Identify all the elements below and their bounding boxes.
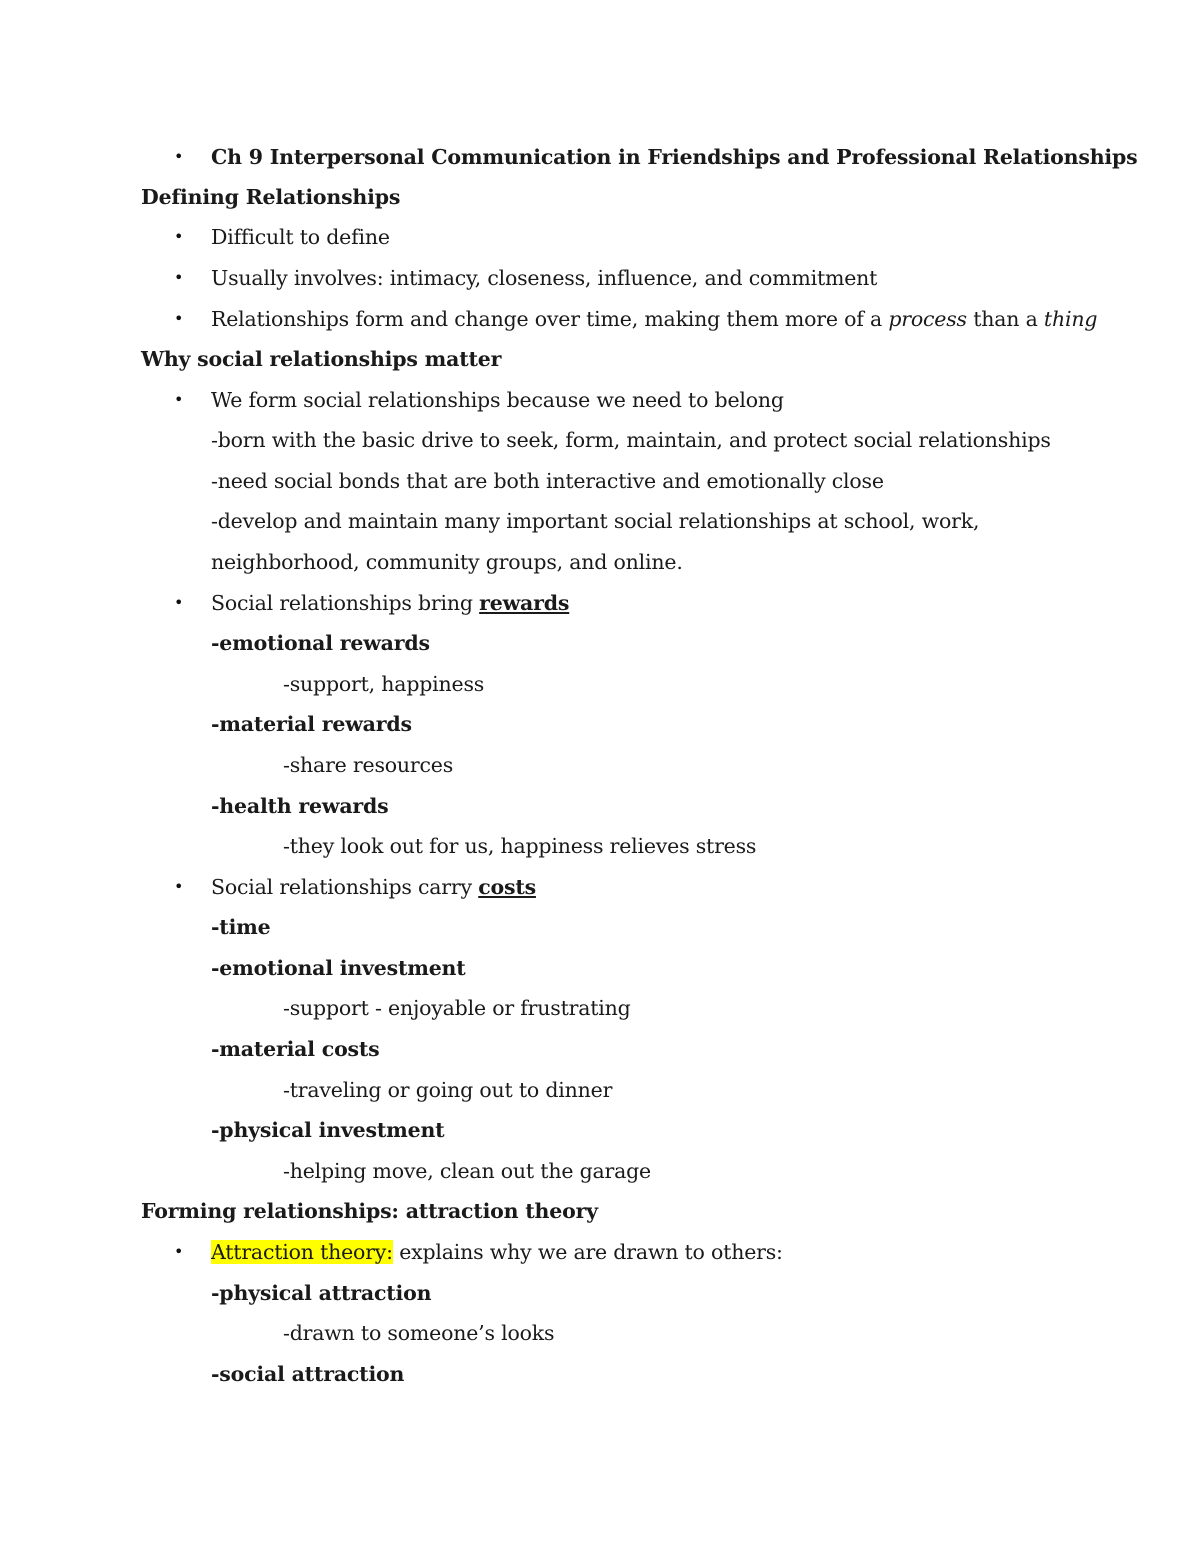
rewards-keyword: rewards (479, 591, 570, 615)
reward-label: -material rewards (211, 712, 412, 736)
cost-detail: -helping move, clean out the garage (283, 1159, 651, 1183)
reward-detail: -they look out for us, happiness relieves stress (283, 834, 757, 858)
belong-detail: -develop and maintain many important social relationships at school, work, (211, 509, 980, 533)
list-item-belong: We form social relationships because we need to belong (211, 388, 784, 412)
bullet-marker: • (174, 309, 184, 328)
costs-keyword: costs (478, 875, 536, 899)
bullet-marker: • (174, 1242, 184, 1261)
list-item-process (211, 299, 1097, 339)
reward-detail: -share resources (283, 753, 454, 777)
bullet-marker: • (174, 147, 184, 166)
section-heading-defining: Defining Relationships (141, 185, 401, 209)
bullet-marker: • (174, 390, 184, 409)
reward-label: -health rewards (211, 794, 389, 818)
bullet-marker: • (174, 877, 184, 896)
belong-detail: -born with the basic drive to seek, form, maintain, and protect social relationships (211, 428, 1051, 452)
document-title: Ch 9 Interpersonal Communication in Friendships and Professional Relationships (211, 145, 1138, 169)
process-emphasis: process (888, 307, 967, 331)
attraction-label: -social attraction (211, 1362, 405, 1386)
bullet-marker: • (174, 227, 184, 246)
list-item-rewards (211, 583, 569, 623)
belong-detail: neighborhood, community groups, and online. (211, 550, 683, 574)
costs-text-pre: Social relationships carry (211, 875, 479, 899)
cost-label: -physical investment (211, 1118, 445, 1142)
cost-label: -material costs (211, 1037, 380, 1061)
reward-detail: -support, happiness (283, 672, 485, 696)
list-item: Difficult to define (211, 225, 390, 249)
rewards-text-pre: Social relationships bring (211, 591, 480, 615)
section-heading-why: Why social relationships matter (141, 347, 502, 371)
bullet-marker: • (174, 268, 184, 287)
list-item-costs (211, 867, 536, 907)
belong-detail: -need social bonds that are both interactive and emotionally close (211, 469, 884, 493)
section-heading-attraction: Forming relationships: attraction theory (141, 1199, 598, 1223)
bullet-marker: • (174, 593, 184, 612)
cost-detail: -traveling or going out to dinner (283, 1078, 613, 1102)
list-item: Usually involves: intimacy, closeness, influence, and commitment (211, 266, 878, 290)
cost-label: -time (211, 915, 271, 939)
process-text-mid: than a (966, 307, 1044, 331)
attraction-label: -physical attraction (211, 1281, 432, 1305)
attraction-detail: -drawn to someone’s looks (283, 1321, 555, 1345)
process-text-pre: Relationships form and change over time, making them more of a (211, 307, 889, 331)
thing-emphasis: thing (1043, 307, 1098, 331)
cost-label: -emotional investment (211, 956, 466, 980)
attraction-theory-rest: explains why we are drawn to others: (392, 1240, 783, 1264)
list-item-attraction-theory (211, 1232, 783, 1272)
cost-detail: -support - enjoyable or frustrating (283, 996, 631, 1020)
reward-label: -emotional rewards (211, 631, 430, 655)
attraction-theory-highlight: Attraction theory: (211, 1240, 393, 1264)
